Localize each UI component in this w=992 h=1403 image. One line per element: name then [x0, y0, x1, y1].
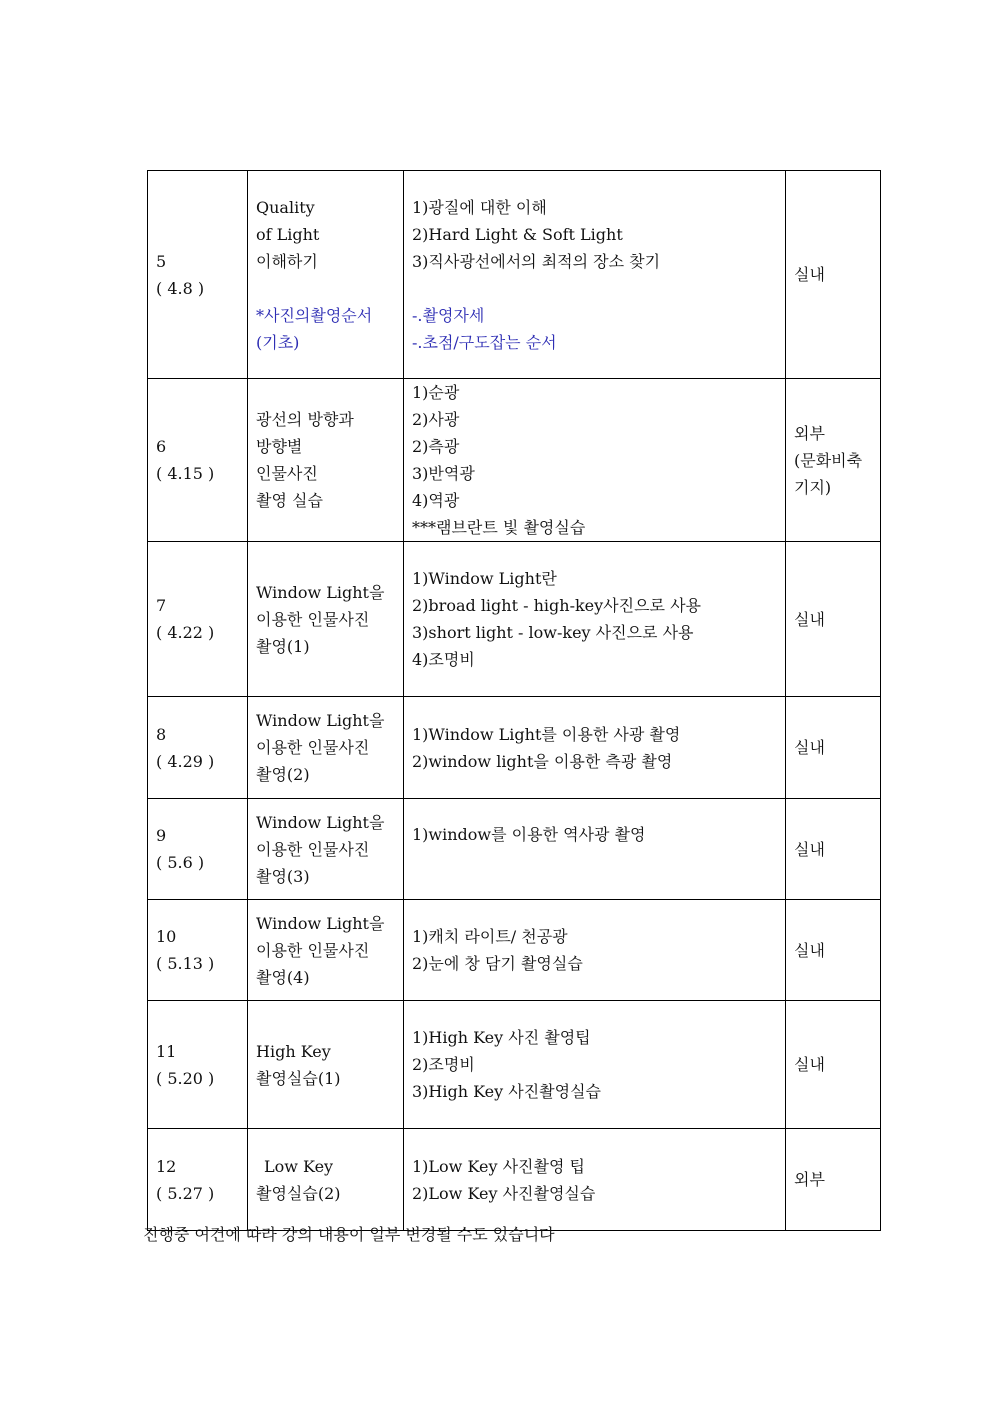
- place-cell-line: 실내: [794, 940, 825, 960]
- content-cell-line: 1)광질에 대한 이해: [412, 197, 547, 217]
- topic-cell-line: *사진의촬영순서: [256, 305, 373, 325]
- topic-cell: [248, 697, 404, 799]
- content-cell: [404, 1129, 786, 1231]
- content-cell: [404, 697, 786, 799]
- table-row: [148, 799, 881, 900]
- topic-cell: [248, 1001, 404, 1129]
- place-cell: [786, 542, 881, 697]
- place-cell: [786, 900, 881, 1001]
- content-cell: [404, 900, 786, 1001]
- topic-cell-line: 이용한 인물사진: [256, 609, 370, 629]
- table-row: [148, 542, 881, 697]
- week-date: ( 5.27 ): [156, 1183, 215, 1203]
- topic-cell: [248, 542, 404, 697]
- content-cell: [404, 171, 786, 379]
- topic-cell-line: 촬영(4): [256, 967, 310, 987]
- topic-cell-line: 광선의 방향과: [256, 410, 354, 429]
- week-number: 5: [156, 251, 167, 271]
- topic-cell-line: Window Light을: [256, 913, 385, 933]
- table-row: [148, 171, 881, 379]
- place-cell-line: 외부: [794, 1170, 825, 1189]
- table-row: [148, 697, 881, 799]
- table-row: [148, 1001, 881, 1129]
- content-cell-line: ***램브란트 빛 촬영실습: [412, 518, 586, 537]
- topic-cell-line: Quality: [256, 197, 315, 217]
- content-cell-line: 2)Hard Light & Soft Light: [412, 224, 623, 244]
- topic-cell-line: of Light: [256, 224, 320, 244]
- topic-cell-line: 촬영(3): [256, 866, 310, 886]
- topic-cell: [248, 1129, 404, 1231]
- week-number: 6: [156, 437, 167, 456]
- week-date: ( 4.29 ): [156, 751, 215, 771]
- place-cell-line: (문화비축: [794, 450, 863, 470]
- topic-cell-line: 이용한 인물사진: [256, 940, 370, 960]
- week-cell: [148, 542, 248, 697]
- place-cell-line: 실내: [794, 609, 825, 629]
- topic-cell-line: 촬영(2): [256, 765, 310, 784]
- place-cell: [786, 799, 881, 900]
- table-row: [148, 379, 881, 542]
- content-cell-line: 2)조명비: [412, 1055, 475, 1074]
- week-date: ( 5.20 ): [156, 1068, 215, 1088]
- place-cell-line: 실내: [794, 265, 825, 284]
- topic-cell-line: (기초): [256, 332, 300, 352]
- content-cell-line: 1)Window Light란: [412, 569, 557, 588]
- content-cell-line: 2)사광: [412, 410, 460, 429]
- topic-cell-line: 촬영(1): [256, 636, 310, 656]
- week-number: 9: [156, 826, 167, 845]
- place-cell: [786, 1129, 881, 1231]
- week-number: 8: [156, 724, 167, 744]
- topic-cell-line: 촬영실습(2): [256, 1183, 341, 1203]
- content-cell-line: 1)순광: [412, 383, 460, 402]
- week-cell: [148, 900, 248, 1001]
- place-cell: [786, 379, 881, 542]
- place-cell-line: 실내: [794, 839, 825, 859]
- week-cell: [148, 697, 248, 799]
- content-cell-line: 2)Low Key 사진촬영실습: [412, 1183, 596, 1203]
- topic-cell-line: 방향별: [256, 437, 303, 456]
- place-cell: [786, 1001, 881, 1129]
- place-cell: [786, 171, 881, 379]
- week-cell: [148, 1129, 248, 1231]
- content-cell-line: 2)broad light - high-key사진으로 사용: [412, 596, 702, 615]
- content-cell: [404, 542, 786, 697]
- content-cell-line: 3)반역광: [412, 464, 475, 483]
- content-cell: [404, 1001, 786, 1129]
- content-cell-line: 1)캐치 라이트/ 천공광: [412, 927, 568, 946]
- topic-cell-line: 이용한 인물사진: [256, 839, 370, 859]
- topic-cell-line: 촬영실습(1): [256, 1068, 341, 1088]
- content-cell-line: 3)short light - low-key 사진으로 사용: [412, 623, 694, 642]
- week-date: ( 4.8 ): [156, 278, 205, 298]
- content-cell-line: 1)window를 이용한 역사광 촬영: [412, 825, 646, 844]
- content-cell: [404, 379, 786, 542]
- content-cell-line: 4)조명비: [412, 650, 475, 669]
- week-date: ( 5.13 ): [156, 954, 215, 973]
- week-cell: [148, 379, 248, 542]
- week-date: ( 5.6 ): [156, 853, 205, 872]
- week-cell: [148, 1001, 248, 1129]
- content-cell-line: -.초점/구도잡는 순서: [412, 332, 557, 352]
- footnote: 진행중 여건에 따라 강의 내용이 일부 변경될 수도 있습니다: [143, 1225, 555, 1244]
- week-number: 7: [156, 596, 167, 615]
- content-cell: [404, 799, 786, 900]
- topic-cell: [248, 171, 404, 379]
- content-cell-line: 4)역광: [412, 491, 460, 510]
- week-cell: [148, 799, 248, 900]
- content-cell-line: 2)window light을 이용한 측광 촬영: [412, 751, 673, 771]
- topic-cell-line: Window Light을: [256, 711, 385, 730]
- topic-cell-line: High Key: [256, 1041, 331, 1061]
- topic-cell-line: Window Light을: [256, 812, 385, 832]
- week-date: ( 4.15 ): [156, 464, 215, 483]
- place-cell-line: 실내: [794, 1055, 825, 1074]
- place-cell: [786, 697, 881, 799]
- content-cell-line: 1)Low Key 사진촬영 팁: [412, 1156, 585, 1176]
- topic-cell: [248, 379, 404, 542]
- topic-cell-line: 이용한 인물사진: [256, 738, 370, 757]
- content-cell-line: 3)High Key 사진촬영실습: [412, 1082, 601, 1101]
- topic-cell-line: 촬영 실습: [256, 491, 323, 510]
- week-cell: [148, 171, 248, 379]
- place-cell-line: 기지): [794, 477, 832, 497]
- topic-cell: [248, 900, 404, 1001]
- content-cell-line: -.촬영자세: [412, 305, 485, 325]
- topic-cell-line: 이해하기: [256, 251, 318, 271]
- week-number: 11: [156, 1041, 177, 1061]
- week-date: ( 4.22 ): [156, 623, 215, 642]
- table-row: [148, 900, 881, 1001]
- content-cell-line: 1)High Key 사진 촬영팁: [412, 1028, 591, 1047]
- week-number: 12: [156, 1156, 177, 1176]
- content-cell-line: 2)눈에 창 담기 촬영실습: [412, 954, 583, 973]
- place-cell-line: 외부: [794, 423, 825, 443]
- content-cell-line: 1)Window Light를 이용한 사광 촬영: [412, 724, 681, 744]
- content-cell-line: 2)측광: [412, 437, 460, 456]
- topic-cell-line: Low Key: [264, 1156, 334, 1176]
- lecture-schedule-table: [147, 170, 881, 1231]
- table-row: [148, 1129, 881, 1231]
- content-cell-line: 3)직사광선에서의 최적의 장소 찾기: [412, 251, 661, 271]
- topic-cell: [248, 799, 404, 900]
- week-number: 10: [156, 927, 177, 946]
- topic-cell-line: 인물사진: [256, 464, 318, 483]
- place-cell-line: 실내: [794, 738, 825, 757]
- topic-cell-line: Window Light을: [256, 582, 385, 602]
